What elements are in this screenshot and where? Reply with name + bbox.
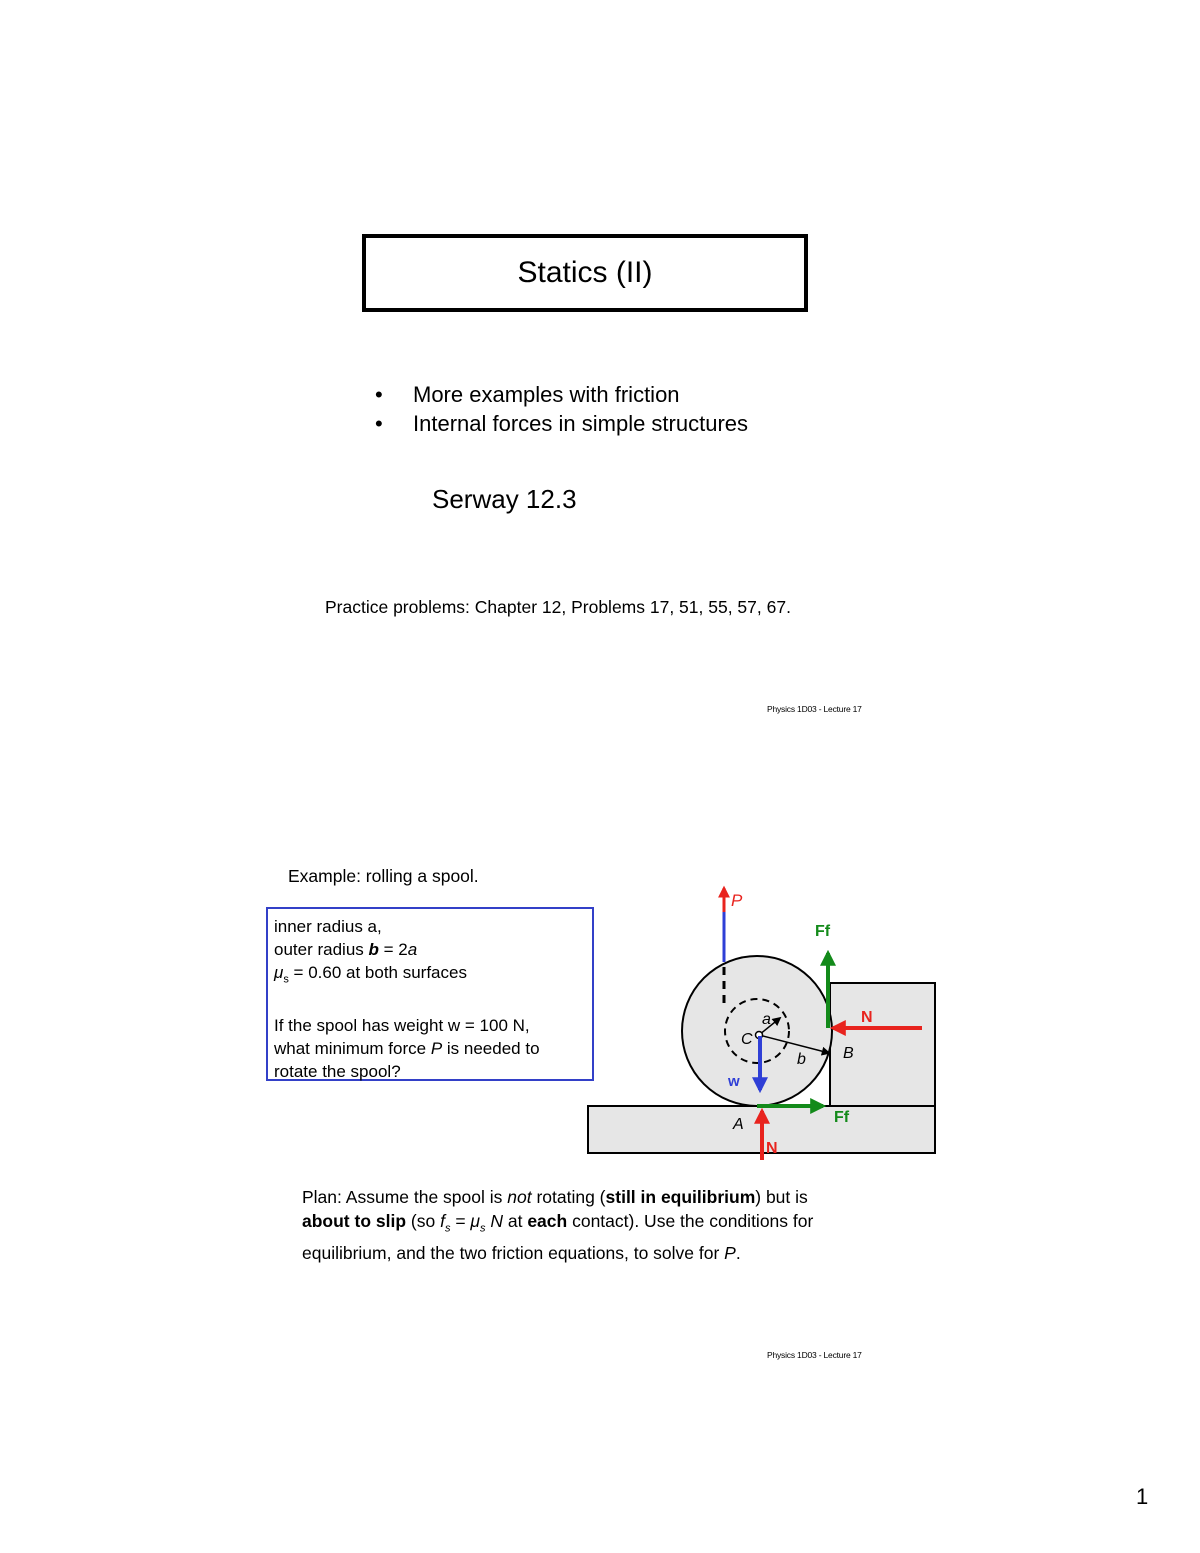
example-label: Example: rolling a spool. <box>288 866 479 886</box>
textbook-reference: Serway 12.3 <box>432 484 577 514</box>
label-b: b <box>797 1051 806 1068</box>
page-number: 1 <box>1136 1484 1149 1509</box>
label-Ff-bottom: Ff <box>834 1109 850 1126</box>
bullet-marker: • <box>375 382 383 407</box>
practice-problems: Practice problems: Chapter 12, Problems 17, 51, 55, 57, 67. <box>325 597 791 617</box>
spacer <box>274 991 592 1014</box>
plan-text <box>302 1185 892 1265</box>
slide1-title-box <box>362 234 808 312</box>
slide1-bullet-list <box>375 380 748 438</box>
given-line: $\mu_s = 0.60$ at both surfaces <box>274 963 467 986</box>
spool-outer <box>682 956 832 1106</box>
spool-diagram <box>580 880 950 1170</box>
bullet-text: Internal forces in simple structures <box>413 411 749 436</box>
label-w: w <box>728 1073 740 1090</box>
plan-line: equilibrium, and the two friction equations, to solve for P. <box>302 1242 741 1263</box>
given-line: If the spool has weight w = 100 N, <box>274 1016 530 1036</box>
given-info-box <box>266 907 594 1081</box>
label-a: a <box>762 1011 771 1028</box>
label-B: B <box>843 1045 854 1062</box>
label-A: A <box>733 1116 744 1133</box>
bullet-marker: • <box>375 411 383 436</box>
label-Ff-top: Ff <box>815 923 831 940</box>
given-line: what minimum force P is needed to <box>274 1039 540 1059</box>
given-line: inner radius a, <box>274 917 382 936</box>
given-line: outer radius b = 2a <box>274 940 418 959</box>
bullet-item <box>375 380 748 409</box>
slide1-footer: Physics 1D03 - Lecture 17 <box>767 704 862 714</box>
bullet-text: More examples with friction <box>413 382 680 407</box>
label-C: C <box>741 1031 753 1048</box>
slide2-footer: Physics 1D03 - Lecture 17 <box>767 1350 862 1360</box>
label-N-right: N <box>861 1009 873 1026</box>
label-P: P <box>731 891 743 910</box>
plan-line: Plan: Assume the spool is not rotating (still in equilibrium) but is <box>302 1187 808 1207</box>
label-N-bottom: N <box>766 1140 778 1157</box>
plan-line: about to slip (so $f_s = \mu_s$ N at each contact). Use the conditions for <box>302 1211 814 1235</box>
bullet-item <box>375 409 748 438</box>
given-line: rotate the spool? <box>274 1062 401 1082</box>
slide1-title: Statics (II) <box>517 256 653 289</box>
